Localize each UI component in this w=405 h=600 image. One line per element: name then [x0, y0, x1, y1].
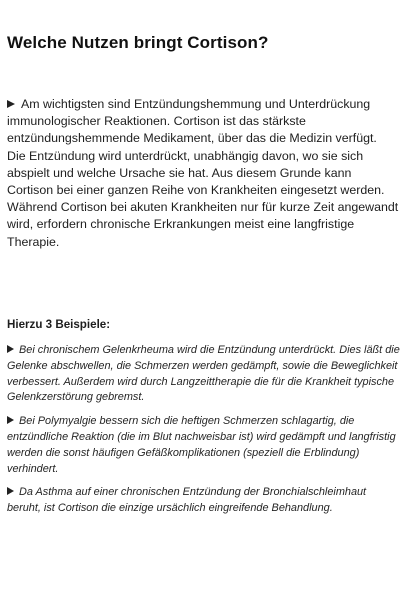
paragraph-intro: [7, 96, 399, 148]
example-item-asthma: [7, 485, 401, 517]
example-rheuma-text: Bei chronischem Gelenkrheuma wird die Entzündung unterdrückt. Dies läßt die Gelenke abschwellen, die Schmerzen werden gedämpft, sowie die Beweglichkeit verbessert. Außerdem wird durch Langzeittherapie die für die Krankheit typische Gelenkzerstörung gebremst.: [7, 344, 400, 404]
paragraph-intro-text: Am wichtigsten sind Entzündungshemmung und Unterdrückung immunologischer Reaktionen. Cortison ist das stärkste entzündungshemmende Medikament, über das die Medizin verfügt.: [7, 97, 377, 146]
bullet-triangle-icon: [7, 487, 14, 495]
bullet-triangle-icon: [7, 100, 15, 108]
paragraph-mechanism: Die Entzündung wird unterdrückt, unabhängig davon, wo sie sich abspielt und welche Ursache sie hat. Aus diesem Grunde kann Cortison bei einer ganzen Reihe von Krankheiten eingesetzt werden.: [7, 148, 385, 198]
examples-heading: Hierzu 3 Beispiele:: [7, 318, 111, 331]
main-text: [7, 96, 399, 251]
example-item-rheuma: [7, 343, 401, 406]
example-item-polymyalgie: [7, 414, 401, 477]
example-asthma-text: Da Asthma auf einer chronischen Entzündung der Bronchialschleimhaut beruht, ist Cortison die einzige ursächlich eingreifende Behandlung.: [7, 486, 367, 515]
page-title: Welche Nutzen bringt Cortison?: [7, 33, 269, 52]
paragraph-therapy: Während Cortison bei akuten Krankheiten nur für kurze Zeit angewandt wird, erfordern chronische Erkrankungen meist eine langfristige Therapie.: [7, 200, 399, 249]
bullet-triangle-icon: [7, 345, 14, 353]
example-polymyalgie-text: Bei Polymyalgie bessern sich die heftigen Schmerzen schlagartig, die entzündliche Reaktion (die im Blut nachweisbar ist) wird gedämpft und langfristig werden die sonst häufigen Gefäßkomplikationen (speziell die Erblindung) verhindert.: [7, 415, 396, 475]
examples-list: [7, 343, 401, 525]
bullet-triangle-icon: [7, 416, 14, 424]
